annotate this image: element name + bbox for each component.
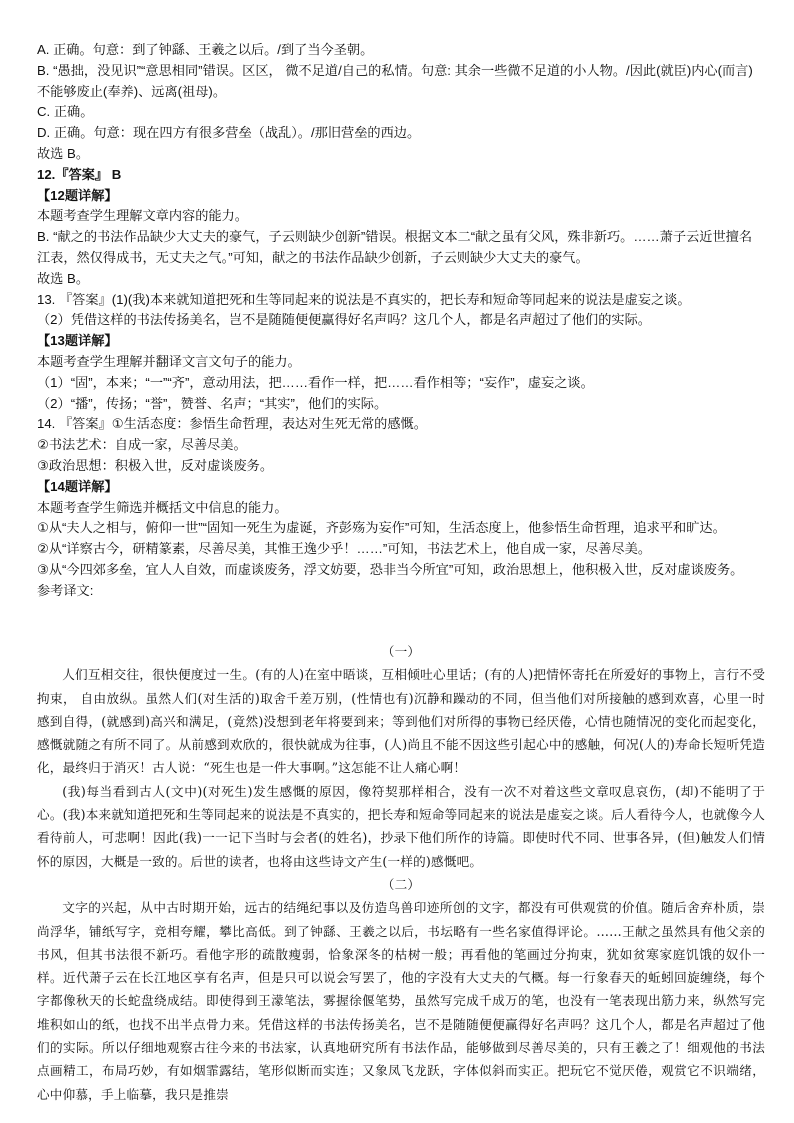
text-line: （2）凭借这样的书法传扬美名，岂不是随随便便赢得好名声吗？这几个人，都是名声超过了他们的实际。: [37, 312, 651, 328]
text-line: （2）“播”，传扬；“誉”，赞誉、名声；“其实”，他们的实际。: [37, 395, 388, 411]
detail-heading: 【14题详解】: [37, 478, 118, 494]
text-line: 故选 B。: [37, 270, 90, 286]
section-title: （一）: [381, 644, 421, 659]
text-line: 故选 B。: [37, 145, 90, 161]
translation-paragraph: 人们互相交往，很快便度过一生。(有的人)在室中晤谈，互相倾吐心里话；(有的人)把情怀寄托在所爱好的事物上，言行不受拘束， 自由放纵。虽然人们(对生活的)取舍千差万别，(性情也有)沉静和躁动的不同，但当他们对所接触的感到欢喜，心里一时感到自得，(就感到)高兴和满足，(竟然)没想到老年将要到来；等到他们对所得的事物已经厌倦，心情也随情况的变化而起变化，感慨就随之有所不同了。从前感到欢欣的，很快就成为往事，(人)尚且不能不因这些引起心中的感触，何况(人的)寿命长短听凭造化，最终归于消灭！古人说：“死生也是一件大事啊。”这怎能不让人痛心啊！: [37, 667, 765, 776]
answer-line: 13. 『答案』(1)(我)本来就知道把死和生等同起来的说法是不真实的，把长寿和短命等同起来的说法是虚妄之谈。: [37, 291, 691, 307]
answer-heading: 12.『答案』 B: [37, 166, 122, 182]
translation-paragraph: (我)每当看到古人(文中)(对死生)发生感慨的原因，像符契那样相合，没有一次不对着这些文章叹息哀伤，(却)不能明了于心。(我)本来就知道把死和生等同起来的说法是不真实的，把长寿和短命等同起来的说法是虚妄之谈。后人看待今人，也就像今人看待前人，可悲啊！因此(我)一一记下当时与会者(的姓名)，抄录下他们所作的诗篇。即使时代不同、世事各异，(但)触发人们情怀的原因，大概是一致的。后世的读者，也将由这些诗文产生(一样的)感慨吧。: [37, 783, 765, 869]
text-line: ②从“详察古今，研精篆素，尽善尽美，其惟王逸少乎！……”可知，书法艺术上，他自成一家，尽善尽美。: [37, 541, 652, 557]
text-line: 本题考查学生理解文章内容的能力。: [37, 208, 248, 224]
reference-translation-label: 参考译文:: [37, 582, 94, 598]
text-line: C. 正确。: [37, 104, 94, 120]
text-line: ③从“今四郊多垒，宜人人自效，而虚谈废务，浮文妨要，恐非当今所宜”可知，政治思想上，他积极入世，反对虚谈废务。: [37, 561, 744, 577]
text-line: ③政治思想：积极入世，反对虚谈废务。: [37, 457, 274, 473]
text-line: D. 正确。句意：现在四方有很多营垒（战乱）。/那旧营垒的西边。: [37, 125, 421, 141]
answer-line: 14. 『答案』①生活态度：参悟生命哲理，表达对生死无常的感慨。: [37, 416, 427, 432]
text-line: ①从“夫人之相与，俯仰一世”“固知一死生为虚诞，齐彭殇为妄作”可知，生活态度上，他参悟生命哲理，追求平和旷达。: [37, 520, 726, 536]
reference-translation: [37, 640, 765, 1106]
answer-analysis-section: [37, 40, 761, 602]
text-line: A. 正确。句意：到了钟繇、王羲之以后。/到了当今圣朝。: [37, 42, 374, 57]
section-title: （二）: [381, 876, 421, 892]
text-line: B. “献之的书法作品缺少大丈夫的豪气，子云则缺少创新”错误。根据文本二“献之虽有父风，殊非新巧。……萧子云近世擅名江表，然仅得成书，无丈夫之气。”可知，献之的书法作品缺少创新，子云则缺少大丈夫的豪气。: [37, 229, 753, 265]
translation-paragraph: 文字的兴起，从中古时期开始，远古的结绳纪事以及仿造鸟兽印迹所创的文字，都没有可供观赏的价值。随后舍弃朴质，崇尚浮华，铺纸写字，竞相夸耀，攀比高低。到了钟繇、王羲之以后，书坛略有一些名家值得评论。……王献之虽然具有他父亲的书风，但其书法很不新巧。看他字形的疏散瘦弱，恰象深冬的枯树一般；再看他的笔画过分拘束，犹如贫寒家庭饥饿的奴仆一样。近代萧子云在长江地区享有名声，但是只可以说会写罢了，他的字没有大丈夫的气概。每一行象春天的蚯蚓回旋缠绕，每个字都像秋天的长蛇盘绕成结。即使得到王濛笔法，雾握徐偃笔势，虽然写完成千成万的笔，也没有一笔表现出筋力来，纵然写完堆积如山的纸，也找不出半点骨力来。凭借这样的书法传扬美名，岂不是随随便便赢得好名声吗？这几个人，都是名声超过了他们的实际。所以仔细地观察古往今来的书法家，认真地研究所有书法作品，能够做到尽善尽美的，只有王羲之了！细观他的书法点画精工，布局巧妙，有如烟霏露结，笔形似断而实连；又象凤飞龙跃，字体似斜而实正。把玩它不觉厌倦，观赏它不识端绪，心中仰慕，手上临摹，我只是推崇: [37, 900, 765, 1102]
detail-heading: 【12题详解】: [37, 187, 118, 203]
text-line: B. “愚拙，没见识”“意思相同”错误。区区， 微不足道/自己的私情。句意: 其余一些微不足道的小人物。/因此(就臣)内心(而言)不能够废止(奉养)、远离(祖母)。: [37, 62, 753, 99]
text-line: 本题考查学生筛选并概括文中信息的能力。: [37, 499, 288, 515]
text-line: ②书法艺术：自成一家，尽善尽美。: [37, 437, 247, 453]
text-line: 本题考查学生理解并翻译文言文句子的能力。: [37, 353, 301, 369]
text-line: （1）“固”，本来；“一”“齐”，意动用法，把……看作一样，把……看作相等；“妄作”，虚妄之谈。: [37, 374, 594, 390]
detail-heading: 【13题详解】: [37, 333, 118, 349]
